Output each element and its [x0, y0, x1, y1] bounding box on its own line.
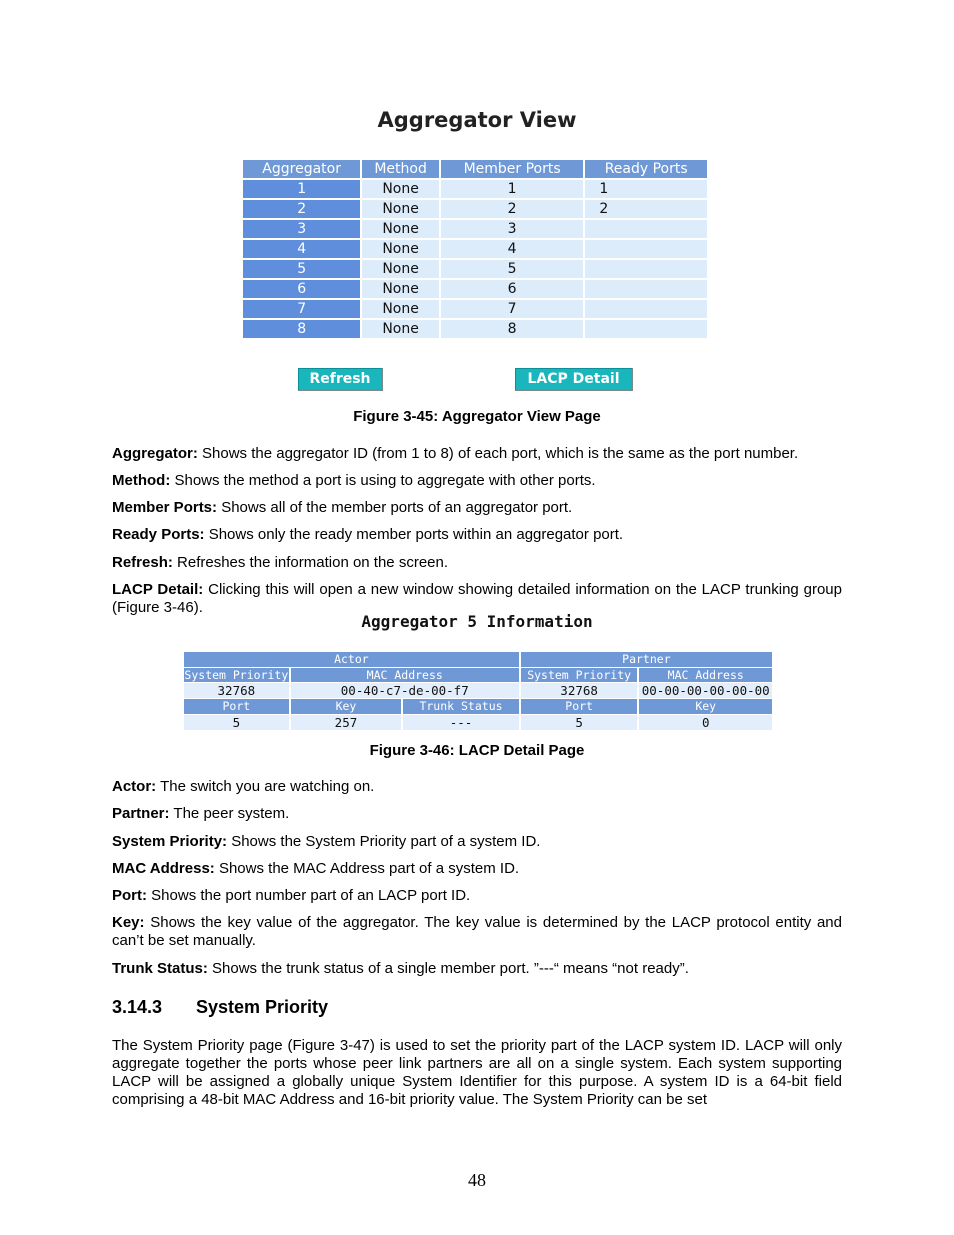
actor-header: Actor: [184, 652, 519, 667]
method-value: None: [362, 280, 439, 298]
ready-ports-value: 2: [585, 200, 707, 218]
ready-ports-value: [585, 280, 707, 298]
desc-key: Key: Shows the key value of the aggregator. The key value is determined by the LACP protocol entity and can’t be set manually.: [112, 914, 842, 949]
ready-ports-value: [585, 220, 707, 238]
refresh-button[interactable]: Refresh: [298, 368, 383, 391]
aggregator-table: [241, 158, 709, 340]
method-value: None: [362, 260, 439, 278]
aggregator-id: 4: [243, 240, 360, 258]
partner-mac-address-header: MAC Address: [639, 668, 772, 683]
desc-system-priority: System Priority: Shows the System Priority part of a system ID.: [112, 833, 541, 850]
member-ports-value: 4: [441, 240, 583, 258]
desc-actor: Actor: The switch you are watching on.: [112, 778, 375, 795]
method-value: None: [362, 200, 439, 218]
ready-ports-value: [585, 320, 707, 338]
member-ports-value: 6: [441, 280, 583, 298]
table-row: [184, 699, 772, 714]
actor-key-header: Key: [291, 699, 402, 714]
page-number: 48: [468, 1170, 486, 1190]
partner-system-priority: 32768: [521, 683, 638, 698]
actor-system-priority-header: System Priority: [184, 667, 289, 682]
desc-mac-address: MAC Address: Shows the MAC Address part of a system ID.: [112, 860, 520, 877]
partner-mac-address: 00-00-00-00-00-00: [639, 683, 772, 698]
aggregator-id: 7: [243, 300, 360, 318]
table-row: [243, 280, 707, 298]
table-row: [184, 668, 772, 683]
partner-key-header: Key: [639, 699, 772, 714]
lacp-detail-button[interactable]: LACP Detail: [515, 368, 633, 391]
aggregator-id: 5: [243, 260, 360, 278]
partner-port: 5: [521, 715, 638, 730]
ready-ports-value: 1: [585, 180, 707, 198]
ready-ports-value: [585, 240, 707, 258]
lacp-detail-table: [182, 651, 774, 731]
aggregator-id: 2: [243, 200, 360, 218]
aggregator-id: 3: [243, 220, 360, 238]
ready-ports-value: [585, 260, 707, 278]
table-row: [184, 683, 772, 698]
table-row: [243, 200, 707, 218]
ready-ports-value: [585, 300, 707, 318]
table-row: [184, 652, 772, 667]
col-member-ports: Member Ports: [441, 160, 583, 178]
col-aggregator: Aggregator: [243, 160, 360, 178]
aggregator-table-header: [243, 160, 707, 178]
figure-caption-3-45: Figure 3-45: Aggregator View Page: [353, 408, 601, 425]
member-ports-value: 3: [441, 220, 583, 238]
table-row: [243, 260, 707, 278]
method-value: None: [362, 240, 439, 258]
table-row: [184, 715, 772, 730]
desc-partner: Partner: The peer system.: [112, 805, 290, 822]
desc-port: Port: Shows the port number part of an LACP port ID.: [112, 887, 471, 904]
partner-system-priority-header: System Priority: [521, 668, 638, 683]
table-row: [243, 240, 707, 258]
method-value: None: [362, 300, 439, 318]
partner-port-header: Port: [521, 699, 638, 714]
desc-aggregator: Aggregator: Shows the aggregator ID (from 1 to 8) of each port, which is the same as the port number.: [112, 445, 799, 462]
section-body: The System Priority page (Figure 3-47) is used to set the priority part of the LACP system ID. LACP will only aggregate together the ports whose peer link partners are all on a single system. Each system supporting LACP will be assigned a globally unique System Identifier for this purpose. A system ID is a 64-bit field comprising a 48-bit MAC Address and 16-bit priority value. The System Priority can be set: [112, 1037, 842, 1108]
member-ports-value: 5: [441, 260, 583, 278]
actor-mac-address: 00-40-c7-de-00-f7: [291, 683, 519, 698]
method-value: None: [362, 180, 439, 198]
section-heading: 3.14.3 System Priority: [112, 997, 329, 1017]
figure-caption-3-46: Figure 3-46: LACP Detail Page: [369, 742, 585, 759]
method-value: None: [362, 220, 439, 238]
desc-method: Method: Shows the method a port is using to aggregate with other ports.: [112, 472, 596, 489]
desc-ready-ports: Ready Ports: Shows only the ready member ports within an aggregator port.: [112, 526, 624, 543]
aggregator-info-title: Aggregator 5 Information: [361, 612, 593, 631]
method-value: None: [362, 320, 439, 338]
actor-port-header: Port: [184, 699, 289, 714]
desc-trunk-status: Trunk Status: Shows the trunk status of a single member port. ”---“ means “not ready”.: [112, 960, 689, 977]
aggregator-id: 1: [243, 180, 360, 198]
actor-mac-address-header: MAC Address: [291, 668, 519, 683]
aggregator-id: 8: [243, 320, 360, 338]
partner-header: Partner: [521, 652, 772, 667]
desc-member-ports: Member Ports: Shows all of the member ports of an aggregator port.: [112, 499, 573, 516]
desc-refresh: Refresh: Refreshes the information on the screen.: [112, 554, 449, 571]
trunk-status-header: Trunk Status: [403, 699, 519, 714]
col-ready-ports: Ready Ports: [585, 160, 707, 178]
member-ports-value: 8: [441, 320, 583, 338]
table-row: [243, 320, 707, 338]
actor-port: 5: [184, 715, 289, 730]
actor-system-priority: 32768: [184, 683, 289, 698]
aggregator-id: 6: [243, 280, 360, 298]
actor-key: 257: [291, 715, 402, 730]
partner-key: 0: [639, 715, 772, 730]
col-method: Method: [362, 160, 439, 178]
member-ports-value: 2: [441, 200, 583, 218]
actor-trunk-status: ---: [403, 715, 519, 730]
desc-lacp-detail: LACP Detail: Clicking this will open a new window showing detailed information on the LACP trunking group (Figure 3-46).: [112, 581, 842, 616]
aggregator-view-title: Aggregator View: [377, 108, 577, 132]
member-ports-value: 7: [441, 300, 583, 318]
table-row: [243, 220, 707, 238]
table-row: [243, 180, 707, 198]
table-row: [243, 300, 707, 318]
member-ports-value: 1: [441, 180, 583, 198]
